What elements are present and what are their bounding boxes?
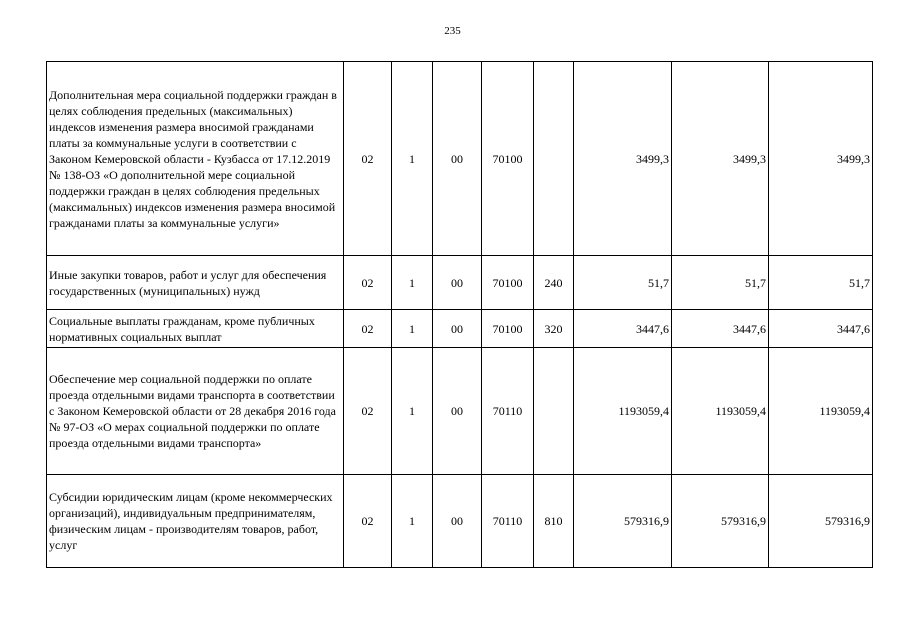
section-code: 02 xyxy=(344,475,392,568)
subsection-code: 1 xyxy=(392,310,433,348)
article-code: 70100 xyxy=(482,310,534,348)
expense-type-code: 320 xyxy=(534,310,574,348)
article-code: 70110 xyxy=(482,348,534,475)
row-name: Дополнительная мера социальной поддержки граждан в целях соблюдения предельных (максимальных) индексов изменения размера вносимой гражданами платы за коммунальные услуги в соответствии с Законом Кемеровской области - Кузбасса от 17.12.2019 № 138-ОЗ «О дополнительной мере социальной поддержки граждан в целях соблюдения предельных (максимальных) индексов изменения размера вносимой гражданами платы за коммунальные услуги» xyxy=(47,62,344,256)
row-name: Обеспечение мер социальной поддержки по оплате проезда отдельными видами транспорта в соответствии с Законом Кемеровской области от 28 декабря 2016 года № 97-ОЗ «О мерах социальной поддержки по оплате проезда отдельными видами транспорта» xyxy=(47,348,344,475)
amount-2: 51,7 xyxy=(672,256,769,310)
section-code: 02 xyxy=(344,256,392,310)
amount-1: 1193059,4 xyxy=(574,348,672,475)
amount-3: 1193059,4 xyxy=(769,348,873,475)
article-code: 70100 xyxy=(482,62,534,256)
expense-type-code: 240 xyxy=(534,256,574,310)
amount-3: 3499,3 xyxy=(769,62,873,256)
section-code: 02 xyxy=(344,62,392,256)
table-row xyxy=(47,348,873,475)
program-code: 00 xyxy=(433,256,482,310)
program-code: 00 xyxy=(433,348,482,475)
table-row xyxy=(47,256,873,310)
amount-1: 3499,3 xyxy=(574,62,672,256)
page-number: 235 xyxy=(444,25,461,37)
article-code: 70100 xyxy=(482,256,534,310)
expense-type-code xyxy=(534,62,574,256)
subsection-code: 1 xyxy=(392,475,433,568)
amount-1: 3447,6 xyxy=(574,310,672,348)
amount-2: 3499,3 xyxy=(672,62,769,256)
amount-2: 1193059,4 xyxy=(672,348,769,475)
amount-3: 51,7 xyxy=(769,256,873,310)
budget-table xyxy=(46,61,873,568)
amount-2: 3447,6 xyxy=(672,310,769,348)
expense-type-code xyxy=(534,348,574,475)
amount-1: 51,7 xyxy=(574,256,672,310)
amount-3: 3447,6 xyxy=(769,310,873,348)
amount-1: 579316,9 xyxy=(574,475,672,568)
program-code: 00 xyxy=(433,310,482,348)
table-row xyxy=(47,475,873,568)
row-name: Социальные выплаты гражданам, кроме публичных нормативных социальных выплат xyxy=(47,310,344,348)
amount-2: 579316,9 xyxy=(672,475,769,568)
table-row xyxy=(47,62,873,256)
subsection-code: 1 xyxy=(392,348,433,475)
article-code: 70110 xyxy=(482,475,534,568)
program-code: 00 xyxy=(433,62,482,256)
section-code: 02 xyxy=(344,310,392,348)
table-row xyxy=(47,310,873,348)
amount-3: 579316,9 xyxy=(769,475,873,568)
row-name: Субсидии юридическим лицам (кроме некоммерческих организаций), индивидуальным предпринимателям, физическим лицам - производителям товаров, работ, услуг xyxy=(47,475,344,568)
subsection-code: 1 xyxy=(392,256,433,310)
section-code: 02 xyxy=(344,348,392,475)
program-code: 00 xyxy=(433,475,482,568)
subsection-code: 1 xyxy=(392,62,433,256)
expense-type-code: 810 xyxy=(534,475,574,568)
row-name: Иные закупки товаров, работ и услуг для обеспечения государственных (муниципальных) нужд xyxy=(47,256,344,310)
